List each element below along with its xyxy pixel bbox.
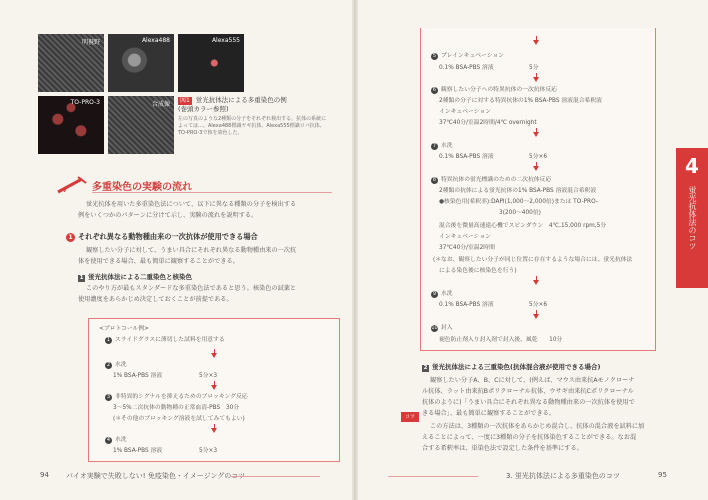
chapter-title: 蛍光抗体法のコツ [688, 186, 697, 250]
protocol-step-8-incubation: インキュベーション [439, 234, 491, 240]
protocol-step-8-spin: 混合後を微量高速遠心機でスピンダウン 4℃,15,000 rpm,5分 [439, 223, 607, 229]
protocol-step-5: 5 プレインキュベーション [432, 53, 505, 59]
case-1-title: それぞれ異なる動物種由来の一次抗体が使用できる場合 [78, 232, 258, 241]
pipette-icon [56, 176, 88, 194]
method-2-number: 2 [423, 365, 428, 371]
method-1-title: 蛍光抗体法による二重染色と核染色 [88, 273, 192, 281]
protocol-step-8-detail: 2種類の抗体による蛍光抗体の1% BSA-PBS 溶液混合希釈液 [439, 188, 597, 194]
protocol-step-9: 9 水洗 [432, 291, 453, 297]
method-2-line-5: この方法は、3種類の一次抗体をあらかじめ混合し、抗体の混合液を試料に加 [430, 423, 645, 430]
running-head-left: バイオ実験で失敗しない! 免疫染色・イメージングのコツ [66, 472, 246, 480]
heading-method-1 [78, 272, 192, 282]
case-1-number: 1 [66, 233, 75, 242]
protocol-step-6-incubation: インキュベーション [439, 109, 491, 115]
arrow-down-icon [533, 280, 539, 285]
protocol-step-5-reagent: 0.1% BSA-PBS 溶液 [439, 65, 494, 71]
protocol-step-7-time: 5分×6 [529, 154, 548, 160]
method-2-line-7: 合する希釈率は、単染色法で設定した条件を基準にする。 [422, 445, 583, 452]
footer-rule-right [388, 476, 478, 477]
micrograph-alexa488 [108, 34, 174, 92]
chapter-number: 4 [685, 154, 699, 178]
heading-method-2 [422, 362, 600, 372]
label-alexa488: Alexa488 [141, 37, 170, 44]
method-2-line-6: えることによって、一度に3種類の分子を抗体染色することができる。なお混 [422, 434, 637, 441]
case-1-line-1: 観察したい分子に対して、うまい具合にそれぞれ異なる動物種由来の一次抗 [86, 247, 297, 254]
intro-line-2: 例をいくつかのパターンに分けて示し、実験の流れを説明する。 [78, 212, 258, 219]
protocol-step-2-time: 5分×3 [199, 373, 218, 379]
micrograph-topro3 [38, 96, 104, 154]
arrow-down-icon [533, 314, 539, 319]
protocol-step-10-detail: 褪色防止剤入り封入剤で封入後、風乾 10分 [439, 337, 563, 343]
protocol-step-6: 6 観察したい分子への特異抗体の一次抗体反応 [432, 87, 557, 93]
protocol-step-3: 3 非特異的シグナルを抑えるためのブロッキング反応 [106, 394, 248, 400]
protocol-step-2: 2 水洗 [106, 362, 127, 368]
arrow-down-icon [533, 40, 539, 45]
protocol-step-6-conditions: 37℃40分/室温2時間/4℃ overnight [439, 120, 537, 126]
left-page [0, 0, 352, 500]
micrograph-panel [38, 34, 174, 154]
section-heading [56, 176, 336, 194]
intro-line-1: 蛍光抗体を用いた多重染色法について、以下に異なる種類の分子を検出する [86, 201, 297, 208]
micrograph-brightfield [38, 34, 104, 92]
protocol-step-10: 10 封入 [431, 325, 453, 331]
protocol-step-8-note-2: による染色後に核染色を行う) [439, 268, 517, 274]
label-alexa555: Alexa555 [211, 37, 240, 44]
protocol-step-6-detail: 2種類の分子に対する特異抗体の1% BSA-PBS 溶液混合希釈液 [439, 98, 602, 104]
micrograph-alexa555 [178, 34, 244, 92]
right-page [358, 0, 708, 500]
section-title: 多重染色の実験の流れ [92, 182, 192, 193]
arrow-down-icon [211, 353, 217, 358]
figure-caption [178, 96, 328, 137]
method-2-title: 蛍光抗体法による三重染色(抗体混合液が使用できる場合) [432, 363, 601, 371]
figure-title: 蛍光抗体法による多重染色の例 [195, 96, 287, 104]
protocol-step-4-time: 5分×3 [199, 448, 218, 454]
page-number-left: 94 [40, 471, 49, 479]
method-2-line-2: ル抗体、ラット由来抗Bポリクローナル抗体、ウサギ由来抗Cポリクローナル [422, 388, 634, 395]
arrow-down-icon [533, 166, 539, 171]
arrow-down-icon [211, 428, 217, 433]
micrograph-merge [108, 96, 174, 154]
protocol-box [88, 318, 340, 462]
case-1-line-2: 体を使用できる場合、最も簡単に観察することができる。 [78, 258, 239, 265]
protocol-step-4: 4 水洗 [106, 437, 127, 443]
label-brightfield: 明視野 [81, 39, 100, 46]
method-1-line-1: このやり方が最もスタンダードな多重染色法であると思う。核染色の試薬と [86, 285, 297, 292]
protocol-step-8-nuclear-2: 3(200～400倍) [499, 210, 541, 216]
page-number-right: 95 [658, 471, 667, 479]
chapter-tab [676, 148, 708, 288]
protocol-step-9-reagent: 0.1% BSA-PBS 溶液 [439, 302, 494, 308]
method-2-line-1: 観察したい分子A、B、Cに対して、(例えば、マウス由来抗Aモノクローナ [430, 377, 635, 384]
method-1-line-2: 使用濃度をあらかじめ決定しておくことが前提である。 [78, 296, 233, 303]
tip-mark: コツ [401, 412, 419, 422]
method-2-line-3: 抗体のように)「うまい具合にそれぞれ異なる動物種由来の一次抗体を使用で [422, 399, 635, 406]
method-2-line-4: きる場合」、最も簡単に観察することができる。 [422, 410, 556, 417]
protocol-step-4-reagent: 1% BSA-PBS 溶液 [113, 448, 163, 454]
label-topro3: TO-PRO-3 [70, 99, 100, 106]
protocol-step-8-nuclear-1: ●核染色用(希釈率):DAPI(1,000～2,000倍)または TO-PRO- [439, 199, 598, 205]
figure-body: 左の写真のような2種類の分子をそれぞれ検出する。抗体の系統によっては…。Alexa488標識ヤギ抗体、Alexa555標識ロバ抗体、TO-PRO-3で核を染色した。 [178, 116, 327, 136]
protocol-step-3-note: (＊その他のブロッキング溶液を試してみてもよい) [113, 416, 245, 422]
protocol-step-3-detail: 3～5%二次抗体の動物種の正常血清-PBS 30分 [113, 405, 240, 411]
protocol-step-8-note-1: (＊なお、観察したい分子が同じ位置に存在するような場合には、蛍光抗体法 [433, 257, 633, 263]
figure-tag: 図1 [180, 97, 190, 104]
arrow-down-icon [533, 132, 539, 137]
protocol-step-7-reagent: 0.1% BSA-PBS 溶液 [439, 154, 494, 160]
protocol-step-8: 8 特異抗体の蛍光標識のための二次抗体反応 [432, 177, 552, 183]
protocol-step-2-reagent: 1% BSA-PBS 溶液 [113, 373, 163, 379]
protocol-step-5-time: 5分 [529, 65, 539, 71]
protocol-step-7: 7 水洗 [432, 143, 453, 149]
protocol-title: <プロトコール例> [99, 326, 149, 332]
footer-rule-left [230, 476, 320, 477]
running-head-right: 3. 蛍光抗体法による多重染色のコツ [506, 472, 620, 480]
figure-subtitle: (巻頭カラー参照) [178, 105, 229, 113]
section-rule [92, 192, 332, 193]
protocol-step-9-time: 5分×6 [529, 302, 548, 308]
heading-case-1 [66, 232, 258, 242]
label-merge: 合成像 [151, 101, 170, 108]
method-1-number: 1 [79, 275, 84, 281]
protocol-box-continued [420, 28, 656, 351]
protocol-step-1: 1 スライドグラスに薄切した試料を用意する [106, 337, 225, 343]
protocol-step-8-conditions: 37℃40分/室温2時間 [439, 245, 495, 251]
arrow-down-icon [533, 77, 539, 82]
arrow-down-icon [211, 385, 217, 390]
